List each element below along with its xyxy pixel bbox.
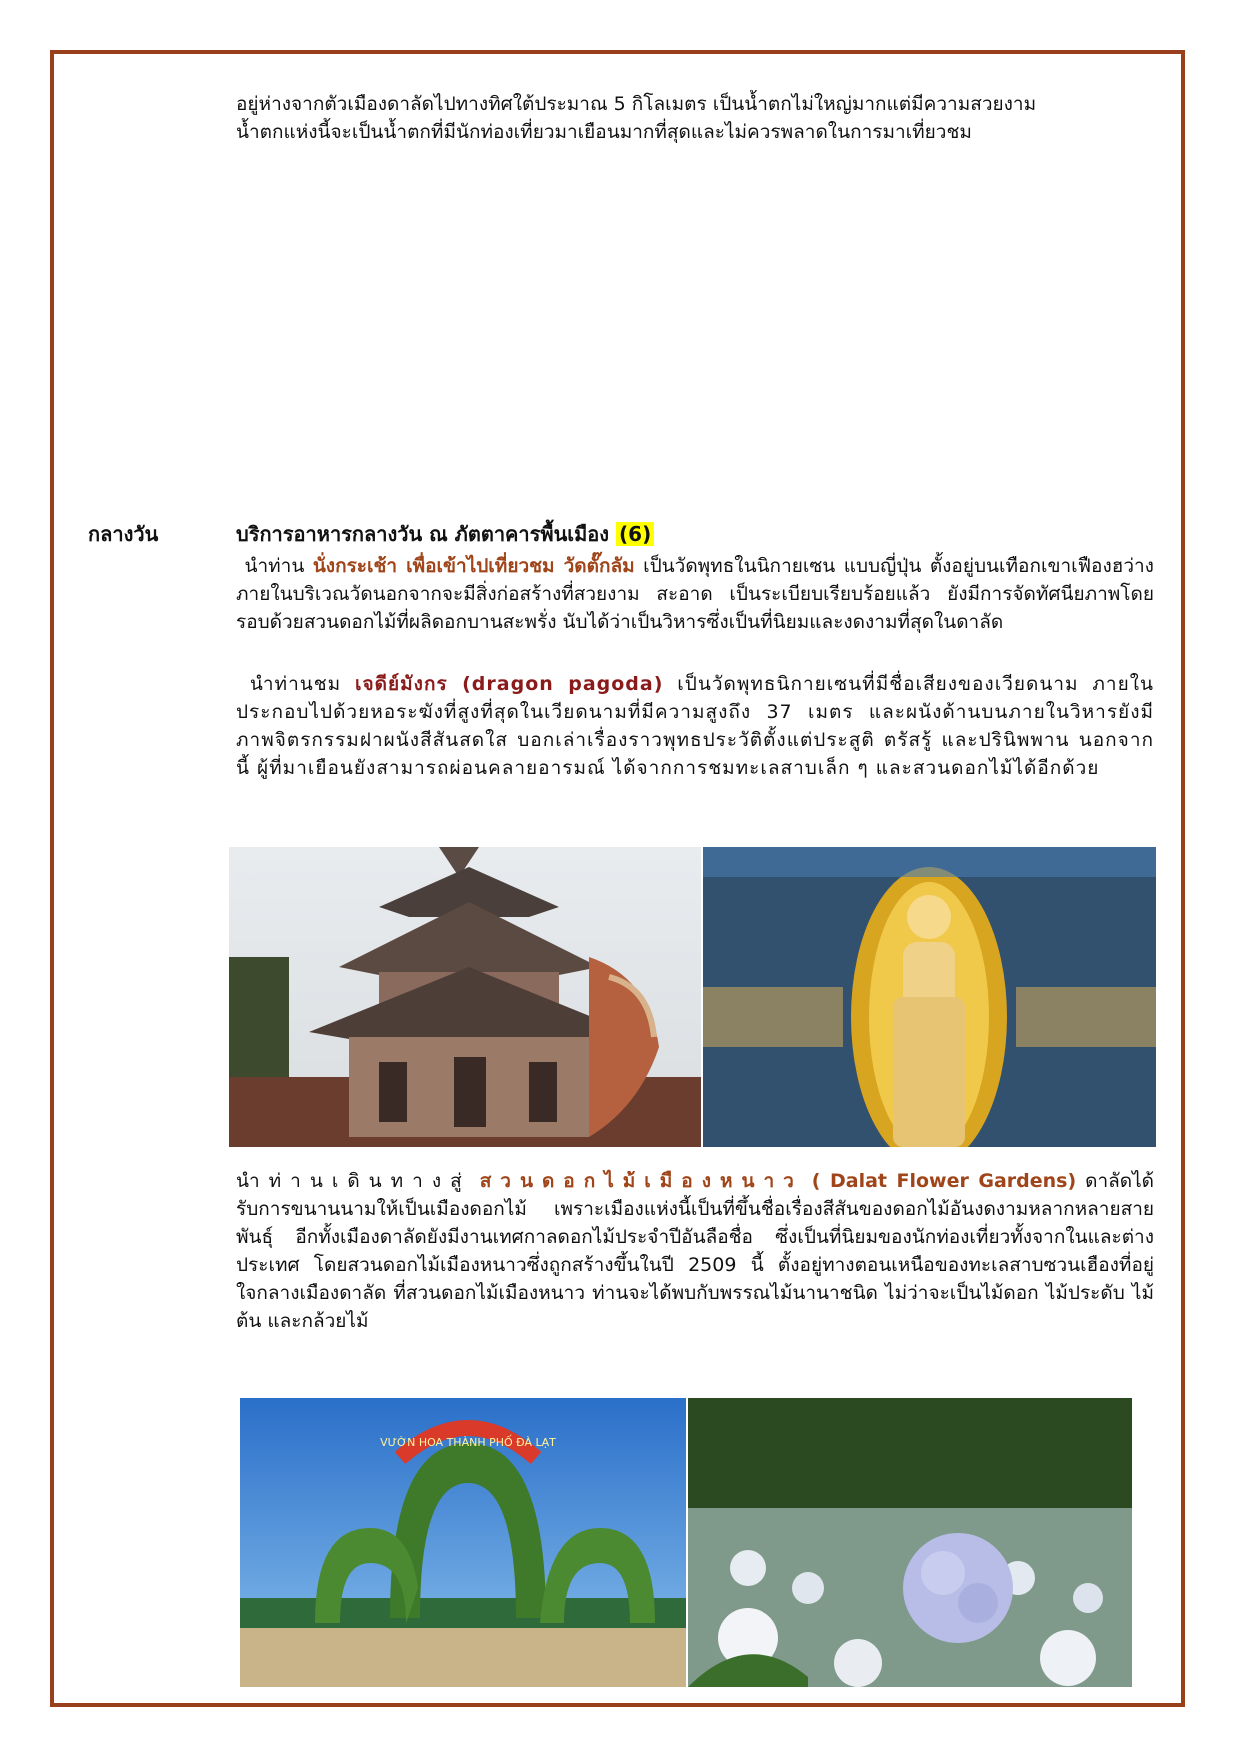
intro-line-2: น้ำตกแห่งนี้จะเป็นน้ำตกที่มีนักท่องเที่ยวมาเยือนมากที่สุดและไม่ควรพลาดในการมาเที่ยวชม	[236, 121, 972, 143]
para3-lead: นำท่านเดินทางสู่	[236, 1170, 471, 1192]
lunch-heading	[236, 518, 654, 550]
flower-garden-gate-photo	[240, 1398, 686, 1687]
intro-paragraph	[236, 90, 1154, 146]
para2-highlight: เจดีย์มังกร (dragon pagoda)	[355, 673, 664, 695]
para1-lead: นำท่าน	[244, 555, 305, 577]
hydrangea-photo	[688, 1398, 1132, 1687]
lunch-heading-text: บริการอาหารกลางวัน ณ ภัตตาคารพื้นเมือง	[236, 522, 610, 546]
para3-highlight: สวนดอกไม้เมืองหนาว	[479, 1170, 803, 1192]
para3-text: ดาลัดได้รับการขนานนามให้เป็นเมืองดอกไม้ เพราะเมืองแห่งนี้เป็นที่ขึ้นชื่อเรื่องสีสันของดอกไม้อันงดงามหลากหลายสายพันธุ์ อีกทั้งเมืองดาลัดยังมีงานเทศกาลดอกไม้ประจำปีอันลือชื่อ ซึ่งเป็นที่นิยมของนักท่องเที่ยวทั้งจากในและต่างประเทศ โดยสวนดอกไม้เมืองหนาวซึ่งถูกสร้างขึ้นในปี 2509 นี้ ตั้งอยู่ทางตอนเหนือของทะเลสาบซวนเฮืองที่อยู่ใจกลางเมืองดาลัด ที่สวนดอกไม้เมืองหนาว ท่านจะได้พบกับพรรณไม้นานาชนิด ไม่ว่าจะเป็นไม้ดอก ไม้ประดับ ไม้ต้น และกล้วยไม้	[236, 1170, 1155, 1332]
para1-highlight: นั่งกระเช้า เพื่อเข้าไปเที่ยวชม วัดตั๊กลัม	[312, 555, 635, 577]
intro-line-1: อยู่ห่างจากตัวเมืองดาลัดไปทางทิศใต้ประมาณ 5 กิโลเมตร เป็นน้ำตกไม่ใหญ่มากแต่มีความสวยงาม	[236, 93, 1037, 115]
time-label: กลางวัน	[88, 522, 159, 546]
paragraph-dragon-pagoda	[236, 670, 1154, 782]
para3-highlight-en: ( Dalat Flower Gardens)	[811, 1170, 1077, 1192]
para1-text: เป็นวัดพุทธในนิกายเซน แบบญี่ปุ่น ตั้งอยู่บนเทือกเขาเฟืองฮว่าง ภายในบริเวณวัดนอกจากจะมีสิ่งก่อสร้างที่สวยงาม สะอาด เป็นระเบียบเรียบร้อยแล้ว ยังมีการจัดทัศนียภาพโดยรอบด้วยสวนดอกไม้ที่ผลิดอกบานสะพรั่ง นับได้ว่าเป็นวิหารซึ่งเป็นที่นิยมและงดงามที่สุดในดาลัด	[236, 555, 1154, 633]
pagoda-buddha-statue-photo	[703, 847, 1156, 1147]
paragraph-tam-lam	[236, 552, 1154, 636]
paragraph-flower-gardens	[236, 1167, 1154, 1335]
garden-sign-text: VƯỜN HOA THÀNH PHỐ ĐÀ LẠT	[380, 1436, 556, 1449]
pagoda-exterior-photo	[229, 847, 701, 1147]
para2-text: เป็นวัดพุทธนิกายเซนที่มีชื่อเสียงของเวียดนาม ภายในประกอบไปด้วยหอระฆังที่สูงที่สุดในเวียดนามที่มีความสูงถึง 37 เมตร และผนังด้านบนภายในวิหารยังมีภาพจิตรกรรมฝาผนังสีสันสดใส บอกเล่าเรื่องราวพุทธประวัติตั้งแต่ประสูติ ตรัสรู้ และปรินิพพาน นอกจากนี้ ผู้ที่มาเยือนยังสามารถผ่อนคลายอารมณ์ ได้จากการชมทะเลสาบเล็ก ๆ และสวนดอกไม้ได้อีกด้วย	[236, 673, 1154, 779]
para2-lead: นำท่านชม	[249, 673, 342, 695]
meal-badge: (6)	[616, 522, 654, 546]
